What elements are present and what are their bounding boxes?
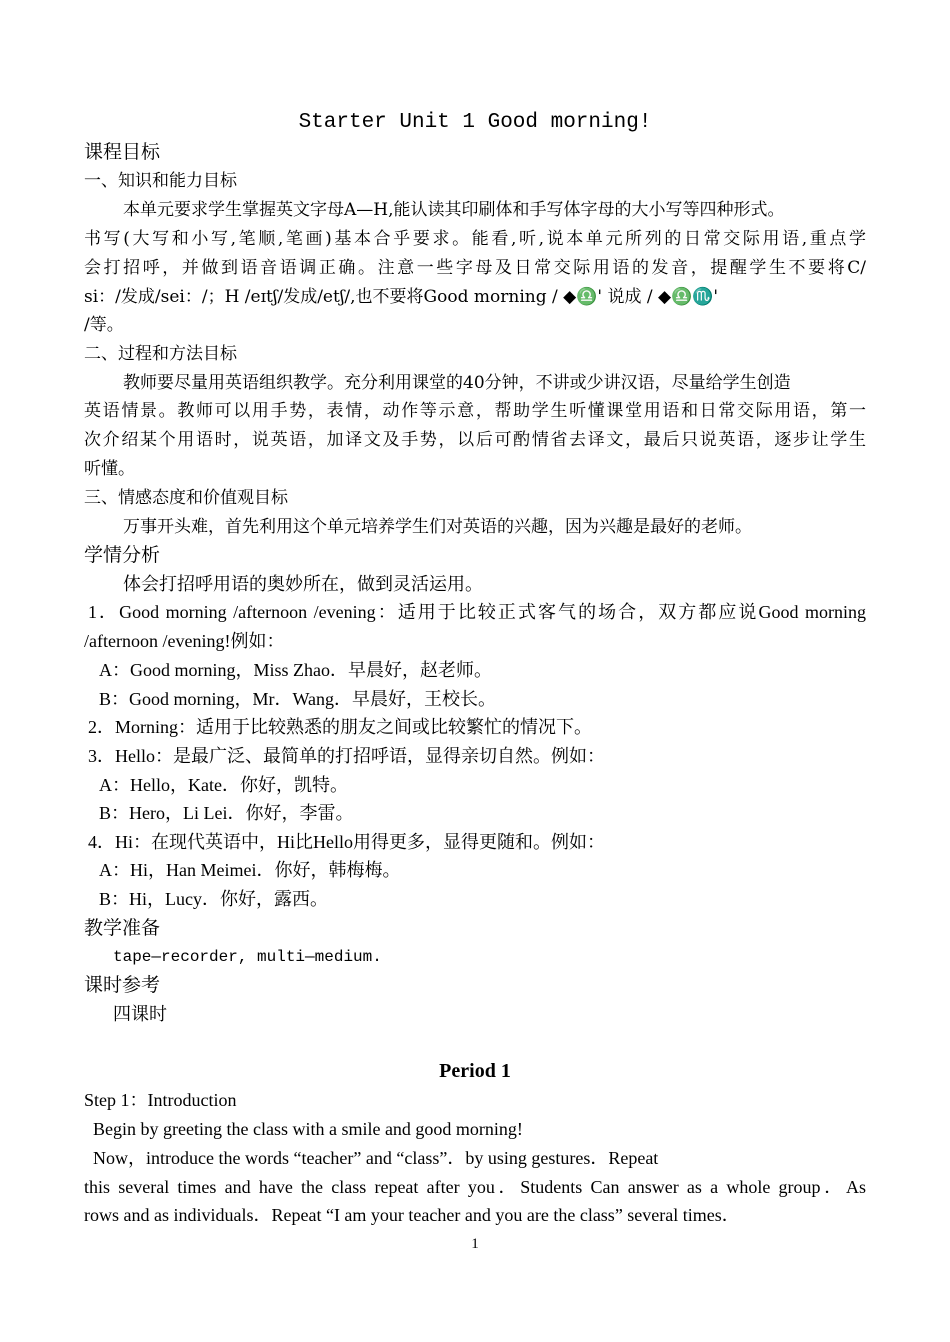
- analysis-item: 3．Hello：是最广泛、最简单的打招呼语，显得亲切自然。例如：: [88, 746, 605, 766]
- paragraph-line: rows and as individuals．Repeat “I am your teacher and you are the class” several times．: [84, 1205, 740, 1225]
- section3-heading: 三、情感态度和价值观目标: [84, 488, 288, 508]
- class-hours-text: 四课时: [113, 1004, 167, 1024]
- analysis-item: 2．Morning：适用于比较熟悉的朋友之间或比较繁忙的情况下。: [88, 717, 592, 737]
- dialogue-line: A：Hello，Kate．你好，凯特。: [99, 775, 348, 795]
- period-title: Period 1: [439, 1060, 511, 1082]
- heading-preparation: 教学准备: [84, 917, 161, 939]
- analysis-item: 1．Good morning /afternoon /evening：适用于比较正式客气的场合，双方都应说Good morning: [88, 602, 866, 622]
- analysis-intro: 体会打招呼用语的奥妙所在，做到灵活运用。: [123, 574, 483, 594]
- heading-class-hours: 课时参考: [84, 974, 161, 996]
- paragraph-line: Now，introduce the words “teacher” and “class”．by using gestures．Repeat: [93, 1148, 659, 1168]
- paragraph-line: Begin by greeting the class with a smile and good morning!: [93, 1119, 523, 1139]
- analysis-item: 4．Hi：在现代英语中，Hi比Hello用得更多，显得更随和。例如：: [88, 832, 605, 852]
- section2-line: 次介绍某个用语时，说英语，加译文及手势，以后可酌情省去译文，最后只说英语，逐步让学生: [84, 430, 866, 450]
- heading-analysis: 学情分析: [84, 544, 161, 566]
- doc-title: Starter Unit 1 Good morning!: [298, 111, 652, 134]
- section1-line: 会打招呼，并做到语音语调正确。注意一些字母及日常交际用语的发音，提醒学生不要将C/: [84, 258, 866, 278]
- dialogue-line: A：Hi，Han Meimei．你好，韩梅梅。: [99, 860, 401, 880]
- dialogue-line: B：Hi，Lucy．你好，露西。: [99, 889, 328, 909]
- section1-line: /等。: [84, 315, 124, 335]
- section1-line: 书写(大写和小写,笔顺,笔画)基本合乎要求。能看,听,说本单元所列的日常交际用语,重点学: [84, 229, 866, 249]
- paragraph-line: this several times and have the class repeat after you．Students Can answer as a whole group．As: [84, 1177, 866, 1197]
- section2-line: 英语情景。教师可以用手势，表情，动作等示意，帮助学生听懂课堂用语和日常交际用语，第一: [84, 401, 866, 421]
- section2-line: 教师要尽量用英语组织教学。充分利用课堂的40分钟，不讲或少讲汉语，尽量给学生创造: [123, 373, 791, 393]
- dialogue-line: B：Hero，Li Lei．你好，李雷。: [99, 803, 354, 823]
- section1-heading: 一、知识和能力目标: [84, 171, 237, 191]
- preparation-text: tape—recorder, multi—medium.: [113, 948, 382, 966]
- step-heading: Step 1：Introduction: [84, 1090, 237, 1110]
- section2-heading: 二、过程和方法目标: [84, 344, 237, 364]
- section1-line: 本单元要求学生掌握英文字母A—H,能认读其印刷体和手写体字母的大小写等四种形式。: [123, 200, 785, 220]
- analysis-item: /afternoon /evening!例如：: [84, 631, 285, 651]
- dialogue-line: A：Good morning，Miss Zhao．早晨好，赵老师。: [99, 660, 492, 680]
- dialogue-line: B：Good morning，Mr．Wang．早晨好，王校长。: [99, 689, 497, 709]
- section2-line: 听懂。: [84, 459, 135, 479]
- page-number: 1: [471, 1236, 479, 1252]
- section3-line: 万事开头难，首先利用这个单元培养学生们对英语的兴趣，因为兴趣是最好的老师。: [123, 517, 752, 537]
- heading-course-goals: 课程目标: [84, 141, 161, 163]
- section1-line: si：/发成/sei：/；H /eɪtʃ/发成/etʃ/,也不要将Good morning / ◆♎' 说成 / ◆♎♏': [84, 287, 719, 307]
